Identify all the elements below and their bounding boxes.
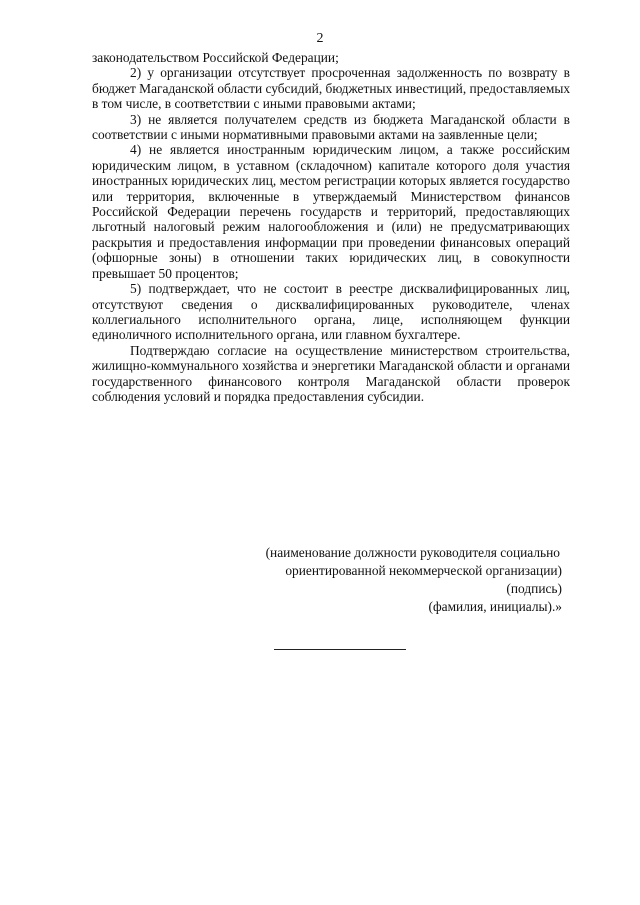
paragraph-item-3: 3) не является получателем средств из бюджета Магаданской области в соответствии с иными нормативными правовыми актами на заявленные цели; [92, 111, 570, 143]
paragraph-item-5: 5) подтверждает, что не состоит в реестре дисквалифицированных лиц, отсутствуют сведения о дисквалифицированных руководителе, членах коллегиального исполнительного органа, лице, исполняющем функции единоличного исполнительного органа, или главном бухгалтере. [92, 281, 570, 343]
paragraph-consent: Подтверждаю согласие на осуществление министерством строительства, жилищно-коммунального хозяйства и энергетики Магаданской области и органами государственного финансового контроля Магаданской области проверок соблюдения условий и порядка предоставления субсидии. [92, 342, 570, 404]
paragraph-item-2: 2) у организации отсутствует просроченная задолженность по возврату в бюджет Магаданской области субсидий, бюджетных инвестиций, предоставляемых в том числе, в соответствии с иными правовыми актами; [92, 65, 571, 112]
paragraph-item-4: 4) не является иностранным юридическим лицом, а также российским юридическим лицом, в уставном (складочном) капитале которого доля участия иностранных юридических лиц, местом регистрации которых является государство или территория, включенные в утверждаемый Министерством финансов Российской Федерации перечень государств и территорий, предоставляющих льготный налоговый режим налогообложения и (или) не предусматривающих раскрытия и предоставления информации при проведении финансовых операций (офшорные зоны) в отношении таких юридических лиц, в совокупности превышает 50 процентов; [92, 142, 570, 281]
signature-label: (подпись) [506, 581, 562, 596]
closing-rule [274, 649, 406, 650]
position-label-line1: (наименование должности руководителя социально [265, 545, 560, 560]
signature-block [200, 544, 562, 616]
document-body [92, 50, 570, 404]
page-number: 2 [316, 31, 324, 46]
paragraph-continuation: законодательством Российской Федерации; [92, 50, 339, 65]
name-label: (фамилия, инициалы).» [428, 599, 562, 614]
position-label-line2: ориентированной некоммерческой организации) [285, 563, 562, 578]
